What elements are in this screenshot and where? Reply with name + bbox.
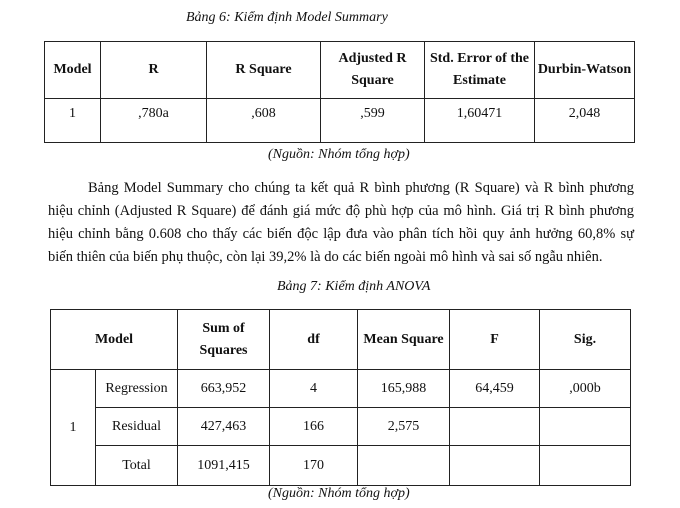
cell-sum-of-squares: 427,463 bbox=[178, 408, 270, 446]
header-f: F bbox=[450, 310, 540, 370]
cell-r-square: ,608 bbox=[207, 99, 321, 143]
header-model: Model bbox=[45, 42, 101, 99]
cell-df: 170 bbox=[270, 446, 358, 486]
header-adjusted-r-square: Adjusted R Square bbox=[321, 42, 425, 99]
header-sig: Sig. bbox=[540, 310, 631, 370]
cell-sig: ,000b bbox=[540, 370, 631, 408]
cell-source: Residual bbox=[96, 408, 178, 446]
cell-durbin-watson: 2,048 bbox=[535, 99, 635, 143]
header-durbin-watson: Durbin-Watson bbox=[535, 42, 635, 99]
cell-sig bbox=[540, 446, 631, 486]
table6-caption: Bảng 6: Kiểm định Model Summary bbox=[186, 10, 388, 25]
header-model: Model bbox=[51, 310, 178, 370]
header-r: R bbox=[101, 42, 207, 99]
table7-caption: Bảng 7: Kiểm định ANOVA bbox=[277, 279, 431, 294]
cell-model: 1 bbox=[45, 99, 101, 143]
cell-df: 4 bbox=[270, 370, 358, 408]
cell-std-error: 1,60471 bbox=[425, 99, 535, 143]
header-mean-square: Mean Square bbox=[358, 310, 450, 370]
cell-model-number: 1 bbox=[51, 370, 96, 486]
table-row bbox=[51, 370, 631, 408]
model-summary-table bbox=[44, 41, 635, 143]
body-paragraph bbox=[48, 177, 634, 269]
cell-mean-square bbox=[358, 446, 450, 486]
header-sum-of-squares: Sum of Squares bbox=[178, 310, 270, 370]
header-df: df bbox=[270, 310, 358, 370]
cell-source: Regression bbox=[96, 370, 178, 408]
cell-f bbox=[450, 446, 540, 486]
cell-sig bbox=[540, 408, 631, 446]
body-paragraph-text: Bảng Model Summary cho chúng ta kết quả R bình phương (R Square) và R bình phương hiệu chỉnh (Adjusted R Square) để đánh giá mức độ phù hợp của mô hình. Giá trị R bình phương hiệu chỉnh bằng 0.608 cho thấy các biến độc lập đưa vào phân tích hồi quy ảnh hưởng 60,8% sự biến thiên của biến phụ thuộc, còn lại 39,2% là do các biến ngoài mô hình và sai số ngẫu nhiên. bbox=[48, 180, 634, 265]
table6-header-row bbox=[45, 42, 635, 99]
header-r-square: R Square bbox=[207, 42, 321, 99]
cell-mean-square: 2,575 bbox=[358, 408, 450, 446]
cell-source: Total bbox=[96, 446, 178, 486]
table7-source: (Nguồn: Nhóm tổng hợp) bbox=[268, 486, 410, 501]
table-row bbox=[51, 408, 631, 446]
cell-f bbox=[450, 408, 540, 446]
cell-sum-of-squares: 1091,415 bbox=[178, 446, 270, 486]
table-row bbox=[45, 99, 635, 143]
cell-f: 64,459 bbox=[450, 370, 540, 408]
table6-source: (Nguồn: Nhóm tổng hợp) bbox=[268, 147, 410, 162]
table7-header-row bbox=[51, 310, 631, 370]
header-std-error: Std. Error of the Estimate bbox=[425, 42, 535, 99]
cell-r: ,780a bbox=[101, 99, 207, 143]
cell-df: 166 bbox=[270, 408, 358, 446]
table-row bbox=[51, 446, 631, 486]
cell-mean-square: 165,988 bbox=[358, 370, 450, 408]
cell-sum-of-squares: 663,952 bbox=[178, 370, 270, 408]
cell-adjusted-r-square: ,599 bbox=[321, 99, 425, 143]
anova-table bbox=[50, 309, 631, 486]
